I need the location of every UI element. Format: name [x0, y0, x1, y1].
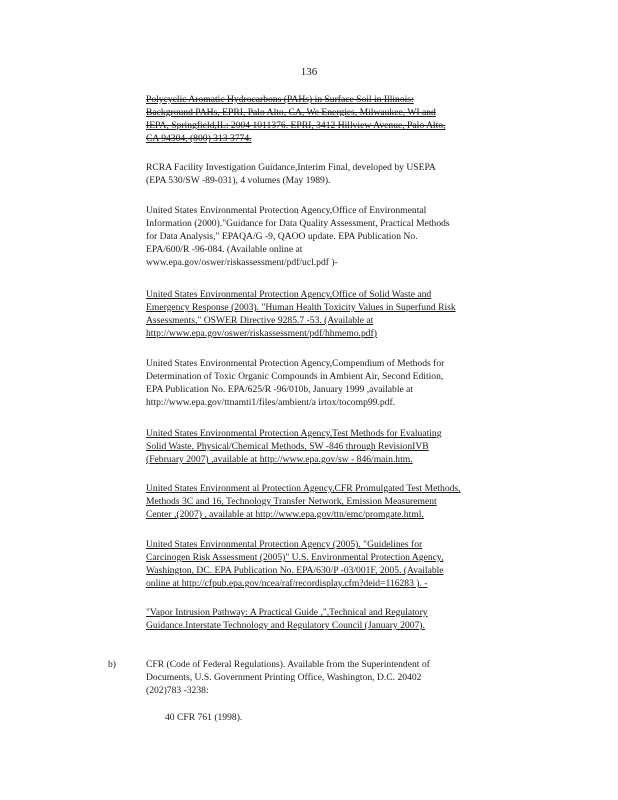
- section-b-sub-item: 40 CFR 761 (1998).: [165, 712, 243, 723]
- reference-line: CFR (Code of Federal Regulations). Available from the Superintendent of: [146, 659, 430, 670]
- reference-line: United States Environmental Protection Agency (2005). "Guidelines for: [146, 539, 423, 550]
- reference-line: for Data Analysis," EPAQA/G -9, QAOO update. EPA Publication No.: [146, 231, 418, 242]
- reference-data-quality-assessment: [146, 204, 540, 269]
- reference-line: EPA Publication No. EPA/625/R -96/010b, January 1999 ,available at: [146, 384, 414, 395]
- reference-line: United States Environmental Protection Agency,Test Methods for Evaluating: [146, 428, 442, 439]
- reference-line: www.epa.gov/oswer/riskassessment/pdf/ucl.pdf )-: [146, 257, 338, 268]
- reference-line: Washington, DC. EPA Publication No. EPA/630/P -03/001F, 2005. (Available: [146, 565, 444, 576]
- reference-line: United States Environment al Protection Agency,CFR Promulgated Test Methods,: [146, 483, 461, 494]
- reference-human-health-toxicity: [146, 288, 540, 340]
- reference-toxic-organic-compendium: [146, 357, 540, 409]
- reference-line: (202)783 -3238:: [146, 685, 209, 696]
- page-number: 136: [300, 66, 318, 78]
- reference-vapor-intrusion-guide: [146, 606, 540, 632]
- reference-pah-illinois: [146, 93, 540, 145]
- reference-line: online at http://cfpub.epa.gov/ncea/raf/recordisplay.cfm?deid=116283 ). -: [146, 578, 428, 589]
- reference-line: United States Environmental Protection Agency,Compendium of Methods for: [146, 358, 445, 369]
- reference-cfr-promulgated-methods: [146, 482, 540, 521]
- reference-line: Background PAHs, EPRI, Palo Alto, CA, We Energies, Milwaukee, WI and: [146, 107, 436, 118]
- reference-line: "Vapor Intrusion Pathway: A Practical Guide ,",Technical and Regulatory: [146, 607, 428, 618]
- reference-line: Methods 3C and 16, Technology Transfer Network, Emission Measurement: [146, 496, 437, 507]
- reference-rcra-guidance: [146, 161, 540, 187]
- reference-line: (EPA 530/SW -89-031), 4 volumes (May 1989).: [146, 175, 331, 186]
- reference-line: Emergency Response (2003). "Human Health Toxicity Values in Superfund Risk: [146, 302, 456, 313]
- reference-line: Solid Waste, Physical/Chemical Methods, SW -846 through RevisionIVB: [146, 441, 429, 452]
- reference-line: http://www.epa.gov/ttnamti1/files/ambient/a irtox/tocomp99.pdf.: [146, 397, 396, 408]
- reference-line: Documents, U.S. Government Printing Office, Washington, D.C. 20402: [146, 672, 422, 683]
- reference-line: Information (2000)."Guidance for Data Quality Assessment, Practical Methods: [146, 218, 450, 229]
- reference-sw846-test-methods: [146, 427, 540, 466]
- reference-line: Polycyclic Aromatic Hydrocarbons (PAHs) in Surface Soil in Illinois:: [146, 94, 414, 105]
- reference-line: Assessments," OSWER Directive 9285.7 -53. (Available at: [146, 315, 374, 326]
- reference-line: CA 94304, (800) 313 3774.: [146, 133, 252, 144]
- reference-line: United States Environmental Protection Agency,Office of Environmental: [146, 205, 427, 216]
- reference-line: United States Environmental Protection Agency,Office of Solid Waste and: [146, 289, 432, 300]
- section-b-label: b): [108, 659, 116, 670]
- reference-line: Guidance.Interstate Technology and Regulatory Council (January 2007).: [146, 620, 425, 631]
- reference-carcinogen-risk-guidelines: [146, 538, 540, 590]
- reference-line: IEPA, Springfield,IL: 2004 1011376. EPRI, 3412 Hillview Avenue, Palo Alto,: [146, 120, 446, 131]
- reference-line: EPA/600/R -96-084. (Available online at: [146, 244, 303, 255]
- reference-line: RCRA Facility Investigation Guidance,Interim Final, developed by USEPA: [146, 162, 436, 173]
- reference-line: http://www.epa.gov/oswer/riskassessment/pdf/hhmemo.pdf): [146, 328, 377, 339]
- reference-line: Determination of Toxic Organic Compounds in Ambient Air, Second Edition,: [146, 371, 444, 382]
- reference-line: Carcinogen Risk Assessment (2005)" U.S. Environmental Protection Agency,: [146, 552, 444, 563]
- reference-line: (February 2007) ,available at http://www.epa.gov/sw - 846/main.htm.: [146, 454, 413, 465]
- reference-line: Center ,(2007) , available at http://www.epa.gov/ttn/emc/promgate.html.: [146, 509, 424, 520]
- section-b-cfr-source: [146, 658, 540, 697]
